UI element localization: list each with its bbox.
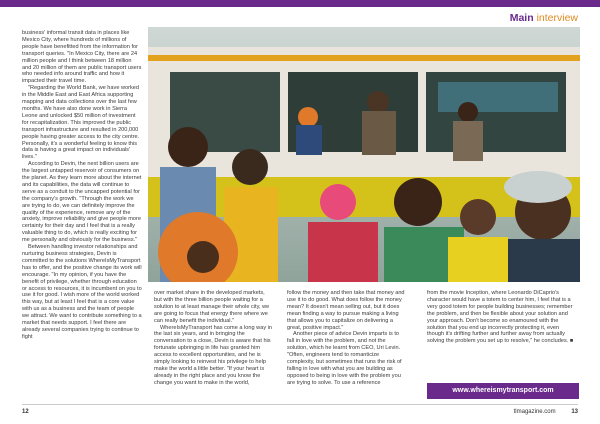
page-number-right: 13 [571, 409, 578, 415]
section-header [510, 12, 578, 24]
paragraph: WhereIsMyTransport has come a long way in the last six years, and in bringing the conversation to a close, Devin is aware that his fortunate upbringing in life has granted him access to excellent opportunities, and he is simply looking to reinvest his privilege to help make the world a little better. "If your heart is already in the right place and you know the change you want to make in the world, [154, 324, 273, 386]
footer-right [514, 409, 578, 415]
top-accent-bar [0, 0, 600, 7]
text-column-3 [287, 290, 407, 387]
section-subtitle: interview [536, 12, 578, 24]
bus-passengers-photo [148, 27, 580, 282]
text-column-2 [154, 290, 274, 387]
magazine-url: tlmagazine.com [513, 409, 556, 415]
paragraph: According to Devin, the next billion users are the largest untapped reservoir of consumers on the planet. As they learn more about the internet and its capabilities, the data will continue to serve as a conduit to the uncapped potential for the company's growth. "Through the work we are trying to do, we can definitely improve the quality of the experience, remove any of the anxiety, improve reliability and give people more certainty for their day and I feel that is a really valuable thing to do, which is really exciting for me personally and obviously for the business." [22, 161, 142, 244]
text-column-4 [427, 290, 577, 345]
paragraph: Another piece of advice Devin imparts is to fall in love with the problem, and not the solution, which he learnt from CEO, Uri Levin. "Often, engineers tend to romanticize complexity, but sometimes that runs the risk of falling in love with what you are building as opposed to being in love with the problem you are trying to solve. To use a reference [287, 331, 402, 386]
paragraph: over market share in the developed markets, but with the three billion people waiting for a solution to at least manage their whole city, we are going to focus that energy there where we can really benefit the individual." [154, 290, 270, 324]
footer-divider [22, 404, 578, 405]
website-link[interactable]: www.whereismytransport.com [427, 383, 579, 399]
paragraph: Between handling investor relationships and nurturing business strategies, Devin is committed to the solutions WhereIsMyTransport has to offer, and the positive change its work will encourage. "In my opinion, if you have the benefit of privilege, whether through education or access to resources, it is incumbent on you to use it for good. I wish more of the world worked this way, but at least I feel that is a core value with us as a business and the team of people we attract. We want to contribute something to a market that needs support. I feel there are already several companies trying to continue to fight [22, 244, 142, 340]
section-title: Main [509, 12, 534, 24]
paragraph: follow the money and then take that money and use it to do good. What does follow the money mean? It doesn't mean selling out, but it does mean finding a way to pursue making a living that allows you to capitalize on delivering a great, positive impact." [287, 290, 405, 331]
paragraph: from the movie Inception, where Leonardo DiCaprio's character would have a totem to center him, I feel that is a very good totem for people building businesses; remember the problem, and then be flexible about your solution and your approach. Don't become so enamoured with the solution that you end up incorrectly protecting it, even though it's drifting further and further away from actually solving the problem you set up to resolve," he concludes. ■ [427, 290, 574, 345]
page-number-left: 12 [22, 409, 29, 415]
paragraph: business' informal transit data in places like Mexico City, where hundreds of millions of people have benefitted from the information for transport queries. "In Mexico City, there are 24 million people and I think between 18 million and 20 million of them are public transport users who needed info around traffic and how it impacted their travel time. [22, 30, 142, 85]
paragraph: "Regarding the World Bank, we have worked in the Middle East and East Africa supporting mapping and data collections over the last few months. We have also done work in Sierra Leone and unlocked $50 million of investment for recapitalization. This improved the public transport infrastructure and resulted in 200,000 people having greater access to the city centre. Personally, it's a wonderful feeling to know this data is having a great impact on individuals' lives." [22, 85, 140, 161]
text-column-1 [22, 30, 142, 341]
